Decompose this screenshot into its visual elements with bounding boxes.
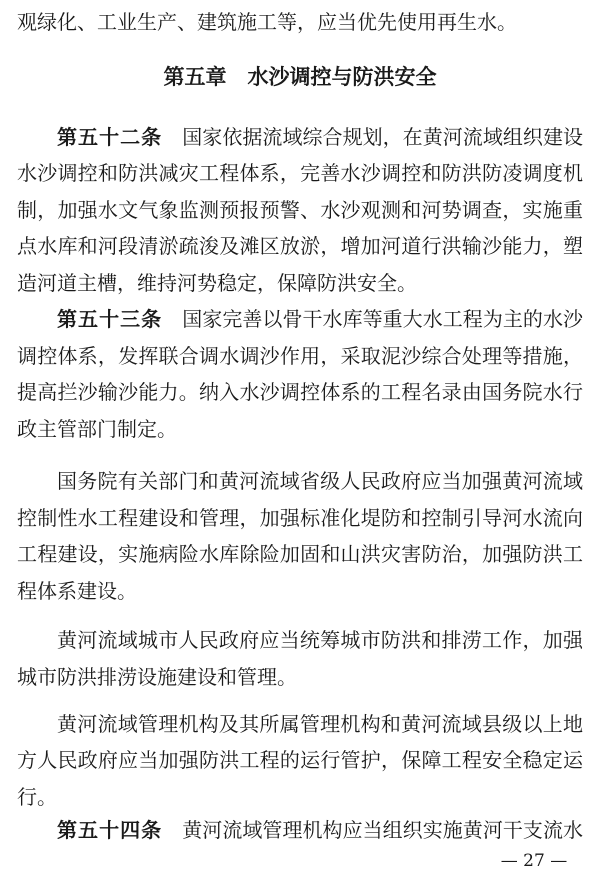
article-54-text: 黄河流域管理机构应当组织实施黄河干支流水	[182, 818, 583, 842]
article-52-line: 点水库和河段清淤疏浚及滩区放淤，增加河道行洪输沙能力，塑	[17, 234, 583, 258]
article-52-line: 水沙调控和防洪减灾工程体系，完善水沙调控和防洪防凌调度机	[17, 161, 583, 185]
article-53-line: 政主管部门制定。	[17, 417, 177, 441]
paragraph-line: 城市防洪排涝设施建设和管理。	[17, 665, 297, 689]
paragraph-line: 行。	[17, 785, 57, 809]
paragraph-line: 黄河流域城市人民政府应当统筹城市防洪和排涝工作，加强	[57, 628, 583, 652]
carryover-line: 观绿化、工业生产、建筑施工等，应当优先使用再生水。	[17, 10, 517, 34]
article-52-first-line	[57, 124, 583, 150]
paragraph-line: 控制性水工程建设和管理，加强标准化堤防和控制引导河水流向	[17, 506, 583, 530]
article-53-line: 提高拦沙输沙能力。纳入水沙调控体系的工程名录由国务院水行	[17, 380, 583, 404]
article-53-first-line	[57, 306, 583, 332]
paragraph-line: 方人民政府应当加强防洪工程的运行管护，保障工程安全稳定运	[17, 748, 583, 772]
article-52-text: 国家依据流域综合规划，在黄河流域组织建设	[182, 125, 583, 149]
article-53-heading: 第五十三条	[57, 307, 163, 331]
article-53-line: 调控体系，发挥联合调水调沙作用，采取泥沙综合处理等措施，	[17, 344, 583, 368]
paragraph-line: 黄河流域管理机构及其所属管理机构和黄河流域县级以上地	[57, 712, 583, 736]
chapter-title: 第五章 水沙调控与防洪安全	[163, 65, 437, 89]
page-number: — 27 —	[500, 851, 568, 871]
paragraph-line: 国务院有关部门和黄河流域省级人民政府应当加强黄河流域	[57, 469, 583, 493]
article-52-heading: 第五十二条	[57, 125, 163, 149]
article-52-line: 造河道主槽，维持河势稳定，保障防洪安全。	[17, 271, 417, 295]
article-52-line: 制，加强水文气象监测预报预警、水沙观测和河势调查，实施重	[17, 198, 583, 222]
article-54-heading: 第五十四条	[57, 818, 163, 842]
paragraph-line: 程体系建设。	[17, 579, 137, 603]
article-53-text: 国家完善以骨干水库等重大水工程为主的水沙	[182, 307, 583, 331]
paragraph-line: 工程建设，实施病险水库除险加固和山洪灾害防治，加强防洪工	[17, 542, 583, 566]
article-54-first-line	[57, 817, 583, 843]
